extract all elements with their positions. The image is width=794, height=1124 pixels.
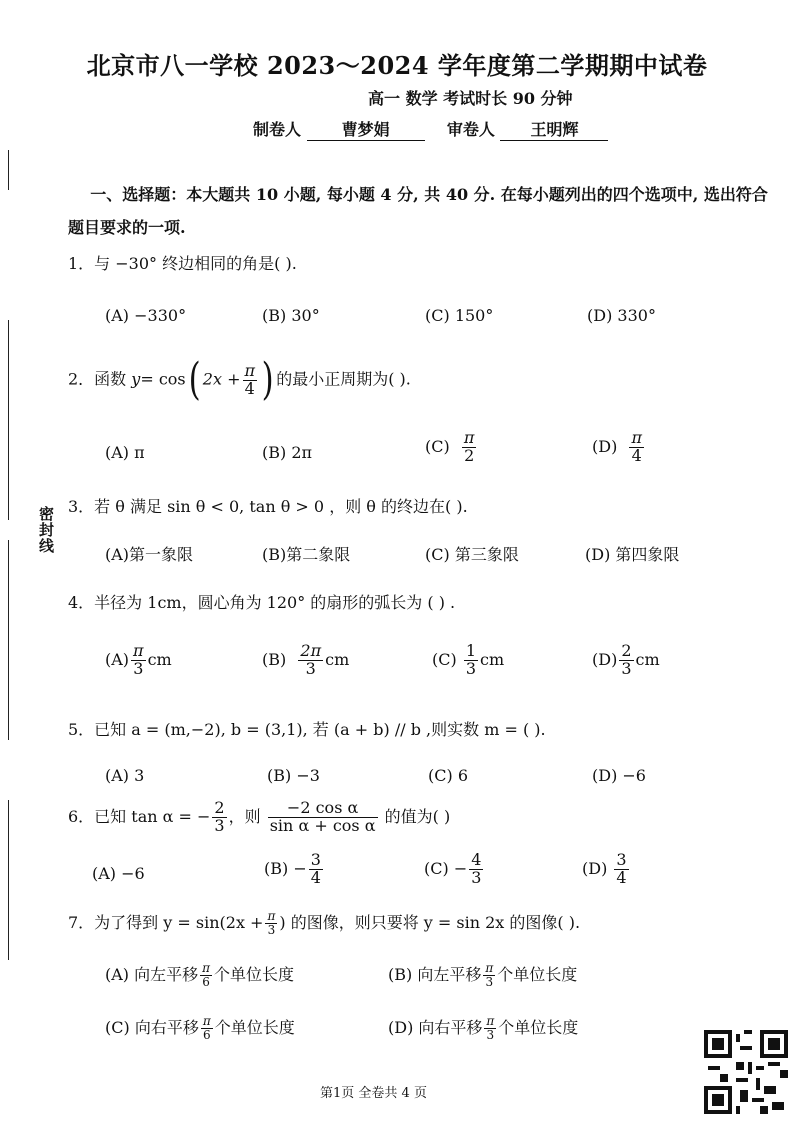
question-3-stem: 3．若 θ 满足 sin θ < 0, tan θ > 0 ，则 θ 的终边在( ). (68, 497, 468, 516)
exam-subtitle: 高一 数学 考试时长 90 分钟 (368, 89, 573, 108)
q6-frac-2-3: $\frac{2}{3}$ (214, 798, 225, 835)
q7-pi-over-3: $\frac{\pi}{3}$ (267, 909, 276, 937)
q5-option-c: (C) 6 (428, 766, 468, 785)
q4-option-d: (D) $\frac{2}{3}$ cm (592, 641, 660, 678)
q5-option-d: (D) −6 (592, 766, 646, 785)
q2-option-a: (A) π (105, 443, 145, 462)
q7-option-a: (A) 向左平移 $\frac{\pi}{6}$ 个单位长度 (105, 961, 295, 989)
q2-option-d: (D) $\frac{\pi}{4}$ (592, 428, 642, 465)
question-2-stem: 2．函数 y= cos( 2x + $\frac{\pi}{4}$ ) 的最小正周期为( ). (68, 354, 411, 405)
margin-line (8, 800, 9, 960)
makers-line (253, 117, 608, 141)
reviewer-name: 王明辉 (500, 117, 608, 141)
page-footer: 第1页 全卷共 4 页 (320, 1086, 427, 1101)
q6-mid: ，则 (228, 806, 261, 826)
q6-option-c: (C) − $\frac{4}{3}$ (424, 850, 482, 887)
margin-line (8, 150, 9, 190)
qr-code-icon (704, 1030, 788, 1114)
q2-number: 2．函数 (68, 369, 127, 389)
q3-option-d: (D) 第四象限 (585, 545, 680, 564)
q7-option-d: (D) 向右平移 $\frac{\pi}{3}$ 个单位长度 (388, 1014, 579, 1042)
question-1-stem: 1．与 −30° 终边相同的角是( ). (68, 254, 297, 273)
q6-tail: 的值为( ) (384, 806, 451, 826)
q2-option-c: (C) $\frac{\pi}{2}$ (425, 428, 475, 465)
q1-option-a: (A) −330° (105, 306, 187, 325)
q1-option-c: (C) 150° (425, 306, 494, 325)
exam-title: 北京市八一学校 2023～2024 学年度第二学期期中试卷 (86, 51, 708, 80)
q2-pi-over-4: $\frac{\pi}{4}$ (244, 360, 256, 398)
q6-pre: 6．已知 tan α = − (68, 806, 211, 826)
q6-option-b: (B) − $\frac{3}{4}$ (264, 850, 321, 887)
q6-option-d: (D) $\frac{3}{4}$ (582, 850, 627, 887)
q4-option-b: (B) $\frac{2\pi}{3}$ cm (262, 641, 350, 678)
q2-option-b: (B) 2π (262, 443, 313, 462)
q2-tail: 的最小正周期为( ). (276, 369, 411, 389)
q7-option-b: (B) 向左平移 $\frac{\pi}{3}$ 个单位长度 (388, 961, 578, 989)
question-7-stem (68, 910, 580, 937)
seal-line-label: 密封线 (37, 506, 55, 554)
q6-expression: $\frac{\text{−2 cos α}}{\text{sin α + cos α}}$ (269, 798, 376, 835)
q7-pre: 7．为了得到 y = sin(2x + (68, 913, 264, 932)
maker-label: 制卷人 (253, 120, 302, 139)
maker-name: 曹梦娟 (307, 117, 425, 141)
question-4-stem: 4．半径为 1cm，圆心角为 120° 的扇形的弧长为 ( ) . (68, 593, 456, 612)
q3-option-a: (A)第一象限 (105, 545, 194, 564)
q1-option-d: (D) 330° (587, 306, 656, 325)
section-instructions (68, 178, 768, 244)
q2-eq: = cos (140, 369, 186, 389)
q3-option-b: (B)第二象限 (262, 545, 351, 564)
q4-option-c: (C) $\frac{1}{3}$ cm (432, 641, 505, 678)
q2-inner: 2x + (202, 369, 241, 389)
margin-line (8, 540, 9, 740)
q5-option-a: (A) 3 (105, 766, 145, 785)
q5-option-b: (B) −3 (267, 766, 320, 785)
q6-option-a: (A) −6 (92, 864, 145, 883)
q2-y: y (131, 369, 141, 389)
section-text: 一、选择题：本大题共 10 小题, 每小题 4 分, 共 40 分. 在每小题列出的四个选项中, 选出符合题目要求的一项. (68, 185, 768, 237)
q7-tail: ) 的图像，则只要将 y = sin 2x 的图像( ). (279, 913, 581, 932)
question-6-stem (68, 800, 450, 835)
q3-option-c: (C) 第三象限 (425, 545, 519, 564)
q1-option-b: (B) 30° (262, 306, 320, 325)
margin-line (8, 320, 9, 520)
q4-option-a: (A) $\frac{\pi}{3}$ cm (105, 641, 172, 678)
q7-option-c: (C) 向右平移 $\frac{\pi}{6}$ 个单位长度 (105, 1014, 295, 1042)
reviewer-label: 审卷人 (446, 120, 495, 139)
question-5-stem: 5．已知 a = (m,−2), b = (3,1), 若 (a + b) // b ,则实数 m = ( ). (68, 720, 546, 739)
